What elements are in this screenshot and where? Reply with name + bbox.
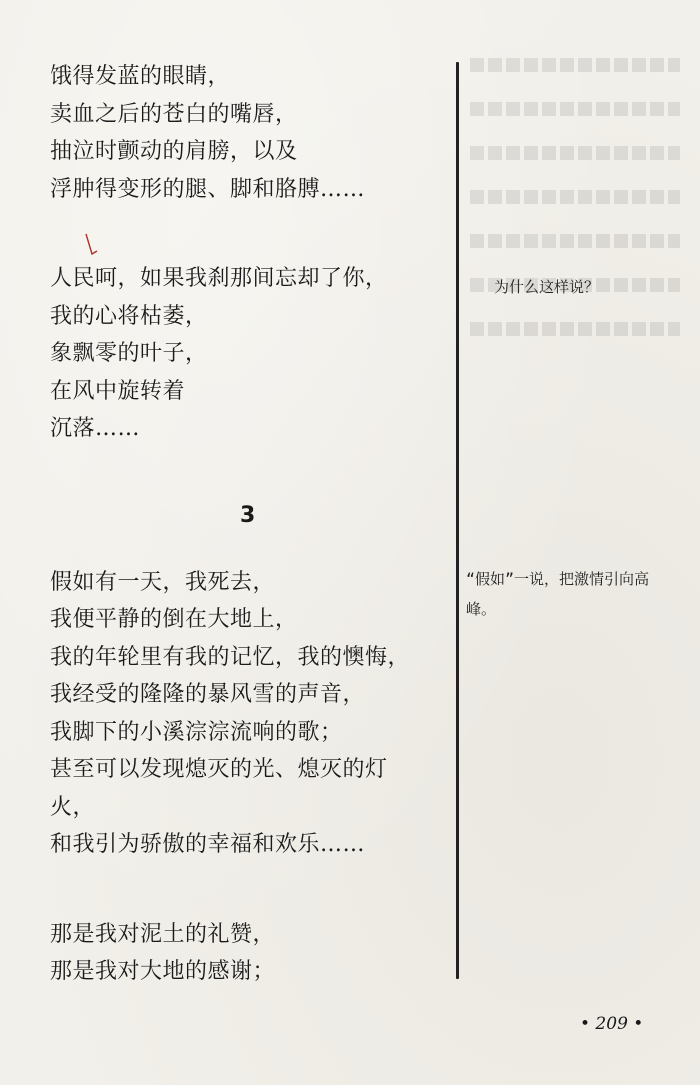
stanza-4 [50, 916, 450, 991]
stanza-2 [50, 260, 450, 448]
margin-note: 为什么这样说？ [494, 278, 600, 296]
stanza-3 [50, 564, 450, 864]
poem-line: 饿得发蓝的眼睛， [50, 64, 231, 89]
margin-note: “假如”一说，把激情引向高峰。 [466, 570, 650, 618]
section-number: 3 [240, 503, 256, 528]
poem-line: 我的年轮里有我的记忆，我的懊悔， [50, 644, 411, 670]
page-number: • 209 • [580, 1014, 644, 1034]
poem-line: 我脚下的小溪淙淙流响的歌； [50, 719, 343, 745]
poem-line: 浮肿得变形的腿、脚和胳膊…… [50, 176, 366, 202]
poem-line: 在风中旋转着 [50, 378, 186, 404]
poem-line: 那是我对泥土的礼赞， [50, 921, 276, 947]
stanza-1 [50, 58, 450, 208]
poem-line: 我的心将枯萎， [50, 303, 208, 329]
poem-line: 卖血之后的苍白的嘴唇， [50, 101, 298, 127]
poem-line: 那是我对大地的感谢； [50, 959, 276, 984]
bleed-through-text [470, 58, 680, 388]
poem-line: 甚至可以发现熄灭的光、熄灭的灯 [50, 757, 388, 782]
margin-divider-line [456, 62, 459, 979]
poem-line: 抽泣时颤动的肩膀，以及 [50, 139, 298, 164]
poem-line: 假如有一天，我死去， [50, 569, 276, 595]
poem-line: 我经受的隆隆的暴风雪的声音， [50, 682, 366, 707]
poem-line: 我便平静的倒在大地上， [50, 607, 298, 632]
poem-line: 象飘零的叶子， [50, 341, 208, 366]
poem-line: 火， [50, 794, 96, 820]
poem-line: 人民呵，如果我刹那间忘却了你， [50, 266, 388, 291]
poem-line: 沉落…… [50, 416, 141, 441]
poem-line: 和我引为骄傲的幸福和欢乐…… [50, 832, 366, 857]
